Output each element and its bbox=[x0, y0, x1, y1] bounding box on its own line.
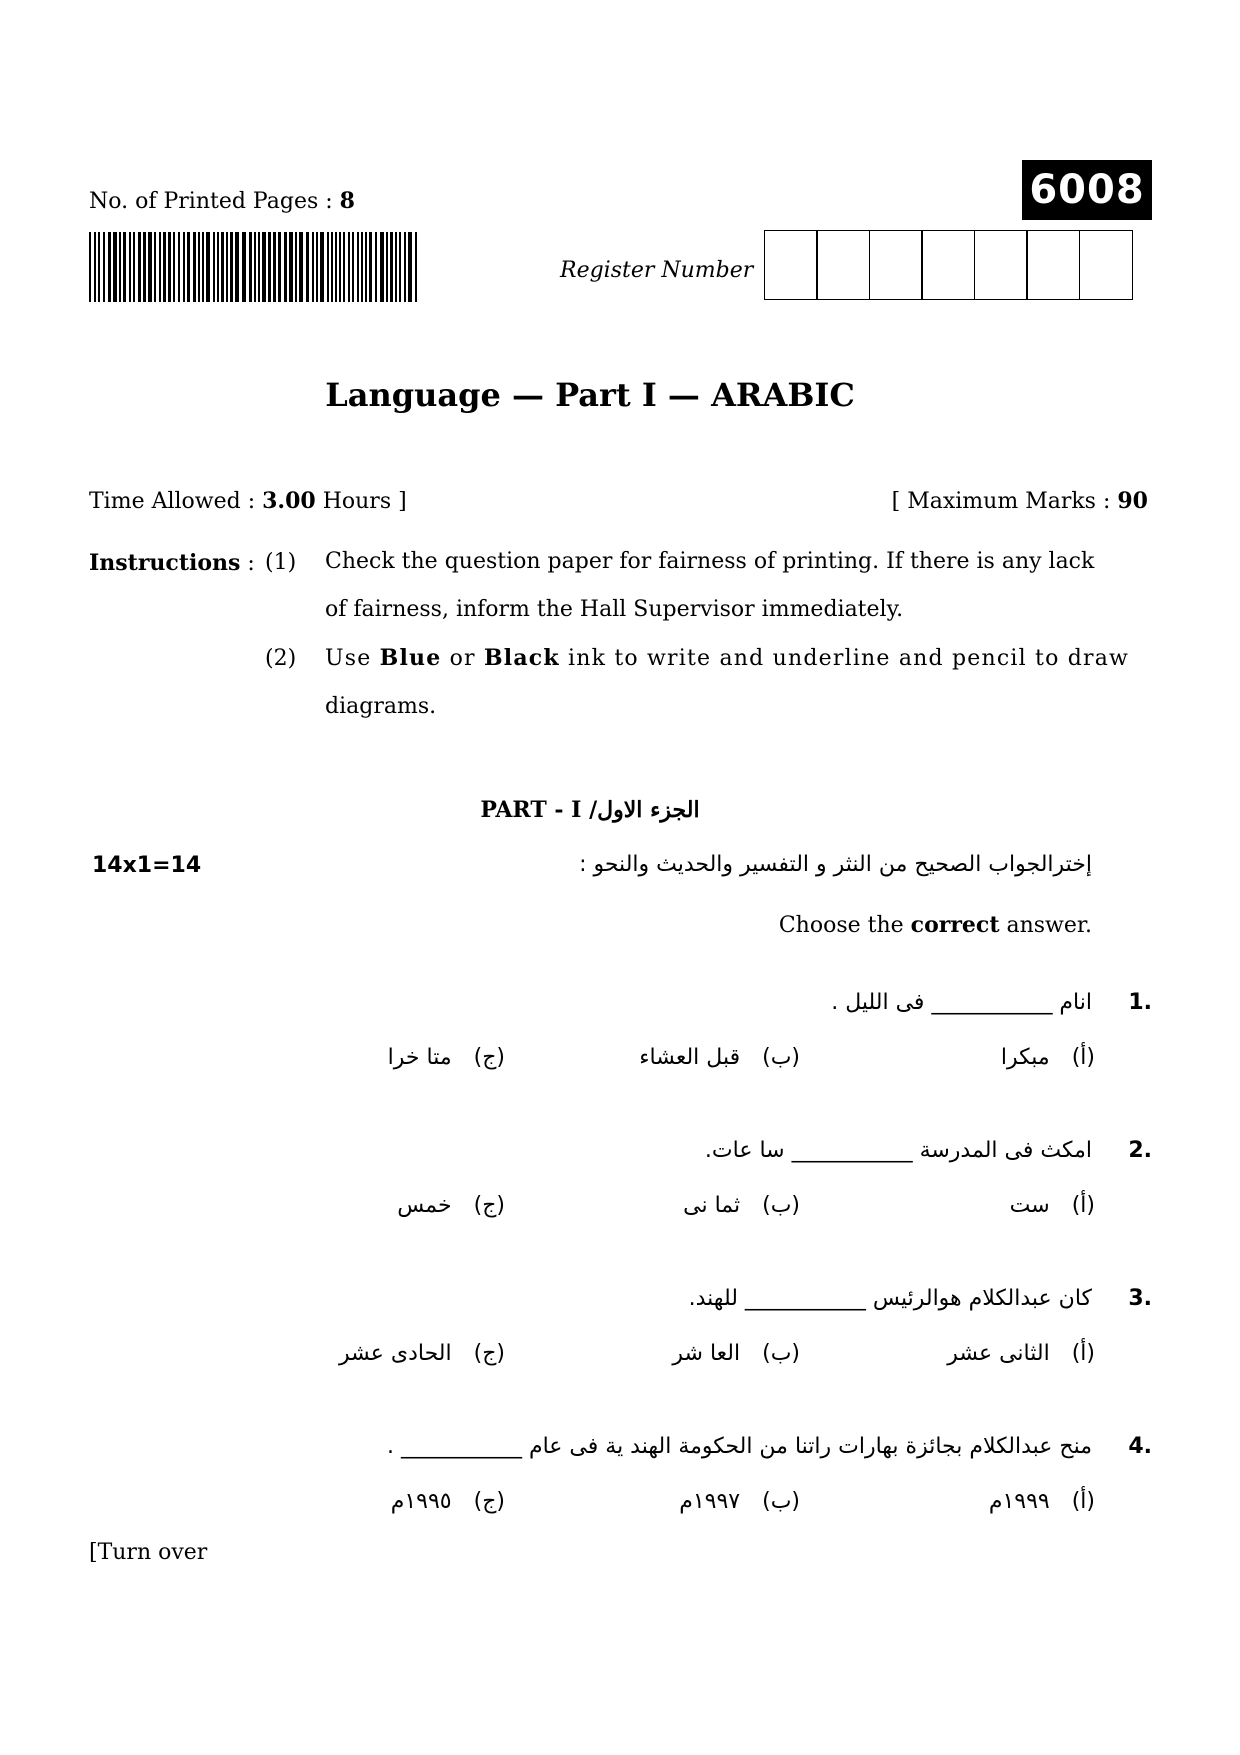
choose-pre: Choose the bbox=[778, 913, 911, 938]
option-label: (ب) bbox=[762, 1341, 800, 1366]
instruction-2-line1 bbox=[325, 634, 1155, 683]
printed-pages-line bbox=[89, 188, 355, 214]
instruction-2-text bbox=[325, 634, 1155, 731]
instructions-heading: Instructions : bbox=[89, 550, 255, 576]
question-2-option-b[interactable] bbox=[683, 1193, 800, 1218]
time-allowed bbox=[89, 488, 407, 514]
register-digit-cell[interactable] bbox=[764, 230, 818, 300]
instructions-label: Instructions bbox=[89, 550, 241, 576]
question-3-option-c[interactable] bbox=[339, 1341, 505, 1366]
register-digit-cell[interactable] bbox=[816, 230, 870, 300]
instruction-1-text bbox=[325, 538, 1155, 634]
part-instruction-english bbox=[779, 912, 1092, 938]
choose-post: answer. bbox=[999, 913, 1092, 938]
option-label: (ج) bbox=[473, 1489, 505, 1514]
register-digit-cell[interactable] bbox=[1026, 230, 1080, 300]
question-3-text: كان عبدالكلام هوالرئيس ___________ للهند. bbox=[688, 1286, 1092, 1311]
option-text: قبل العشاء bbox=[639, 1045, 741, 1070]
instruction-2-pre: Use bbox=[325, 646, 380, 671]
option-label: (أ) bbox=[1071, 1341, 1095, 1366]
time-suffix: Hours ] bbox=[315, 489, 407, 514]
instruction-2-line2: diagrams. bbox=[325, 694, 437, 719]
barcode-image bbox=[89, 232, 419, 302]
option-text: خمس bbox=[397, 1193, 452, 1218]
register-number-label: Register Number bbox=[560, 258, 754, 283]
register-digit-cell[interactable] bbox=[869, 230, 923, 300]
marks-label: [ Maximum Marks : bbox=[891, 489, 1118, 514]
option-label: (ب) bbox=[762, 1193, 800, 1218]
question-4-number: 4. bbox=[1128, 1434, 1152, 1459]
option-text: مبكرا bbox=[1000, 1045, 1050, 1070]
option-text: ثما نى bbox=[683, 1193, 741, 1218]
question-3-option-b[interactable] bbox=[672, 1341, 800, 1366]
part-heading: PART - I /الجزء الاول bbox=[480, 797, 700, 823]
part-score: 14x1=14 bbox=[92, 853, 202, 878]
instruction-2-mid: or bbox=[441, 646, 484, 671]
option-text: متا خرا bbox=[387, 1045, 452, 1070]
question-3-number: 3. bbox=[1128, 1286, 1152, 1311]
printed-pages-label: No. of Printed Pages : bbox=[89, 189, 340, 214]
option-label: (ج) bbox=[473, 1045, 505, 1070]
option-label: (أ) bbox=[1071, 1045, 1095, 1070]
option-label: (ب) bbox=[762, 1489, 800, 1514]
option-text: ست bbox=[1009, 1193, 1050, 1218]
choose-bold: correct bbox=[910, 912, 1000, 938]
register-digit-cell[interactable] bbox=[974, 230, 1028, 300]
option-label: (ج) bbox=[473, 1193, 505, 1218]
printed-pages-value: 8 bbox=[339, 188, 355, 214]
option-text: الحادى عشر bbox=[339, 1341, 452, 1366]
paper-code-badge: 6008 bbox=[1022, 160, 1152, 220]
option-label: (أ) bbox=[1071, 1193, 1095, 1218]
time-value: 3.00 bbox=[262, 488, 316, 514]
question-2-text: امكث فى المدرسة ___________ سا عات. bbox=[704, 1138, 1092, 1163]
instruction-2-blue: Blue bbox=[379, 645, 442, 671]
question-1-number: 1. bbox=[1128, 990, 1152, 1015]
question-3-option-a[interactable] bbox=[947, 1341, 1095, 1366]
question-2-number: 2. bbox=[1128, 1138, 1152, 1163]
page-title: Language — Part I — ARABIC bbox=[325, 376, 855, 414]
question-2-option-a[interactable] bbox=[1010, 1193, 1095, 1218]
instruction-2-number: (2) bbox=[265, 646, 297, 671]
part-instruction-arabic: إخترالجواب الصحيح من النثر و التفسير والحديث والنحو : bbox=[579, 852, 1092, 877]
time-label: Time Allowed : bbox=[89, 489, 263, 514]
option-text: ١٩٩٥م bbox=[390, 1489, 452, 1514]
option-text: الثانى عشر bbox=[947, 1341, 1050, 1366]
question-1-option-b[interactable] bbox=[639, 1045, 800, 1070]
question-1-option-a[interactable] bbox=[1001, 1045, 1095, 1070]
option-text: العا شر bbox=[672, 1341, 741, 1366]
question-4-option-c[interactable] bbox=[391, 1489, 505, 1514]
instruction-1-line1: Check the question paper for fairness of printing. If there is any lack bbox=[325, 549, 1095, 574]
register-digit-cell[interactable] bbox=[921, 230, 975, 300]
instruction-1-number: (1) bbox=[265, 550, 297, 575]
register-number-boxes[interactable] bbox=[765, 230, 1133, 300]
question-4-option-b[interactable] bbox=[679, 1489, 800, 1514]
instruction-2-post: ink to write and underline and pencil to draw bbox=[559, 646, 1130, 671]
register-digit-cell[interactable] bbox=[1079, 230, 1133, 300]
option-label: (ب) bbox=[762, 1045, 800, 1070]
turn-over-note: [Turn over bbox=[89, 1540, 208, 1565]
instruction-2-black: Black bbox=[483, 645, 560, 671]
option-label: (ج) bbox=[473, 1341, 505, 1366]
marks-value: 90 bbox=[1117, 488, 1148, 514]
instruction-1-line2: of fairness, inform the Hall Supervisor immediately. bbox=[325, 597, 904, 622]
option-label: (أ) bbox=[1071, 1489, 1095, 1514]
option-text: ١٩٩٧م bbox=[679, 1489, 741, 1514]
question-1-text: انام ___________ فى الليل . bbox=[831, 990, 1092, 1015]
question-4-text: منح عبدالكلام بجائزة بهارات راتنا من الحكومة الهند ية فى عام ___________ . bbox=[387, 1434, 1092, 1459]
option-text: ١٩٩٩م bbox=[988, 1489, 1050, 1514]
question-4-option-a[interactable] bbox=[989, 1489, 1095, 1514]
question-1-option-c[interactable] bbox=[388, 1045, 505, 1070]
question-2-option-c[interactable] bbox=[397, 1193, 505, 1218]
maximum-marks bbox=[892, 488, 1148, 514]
